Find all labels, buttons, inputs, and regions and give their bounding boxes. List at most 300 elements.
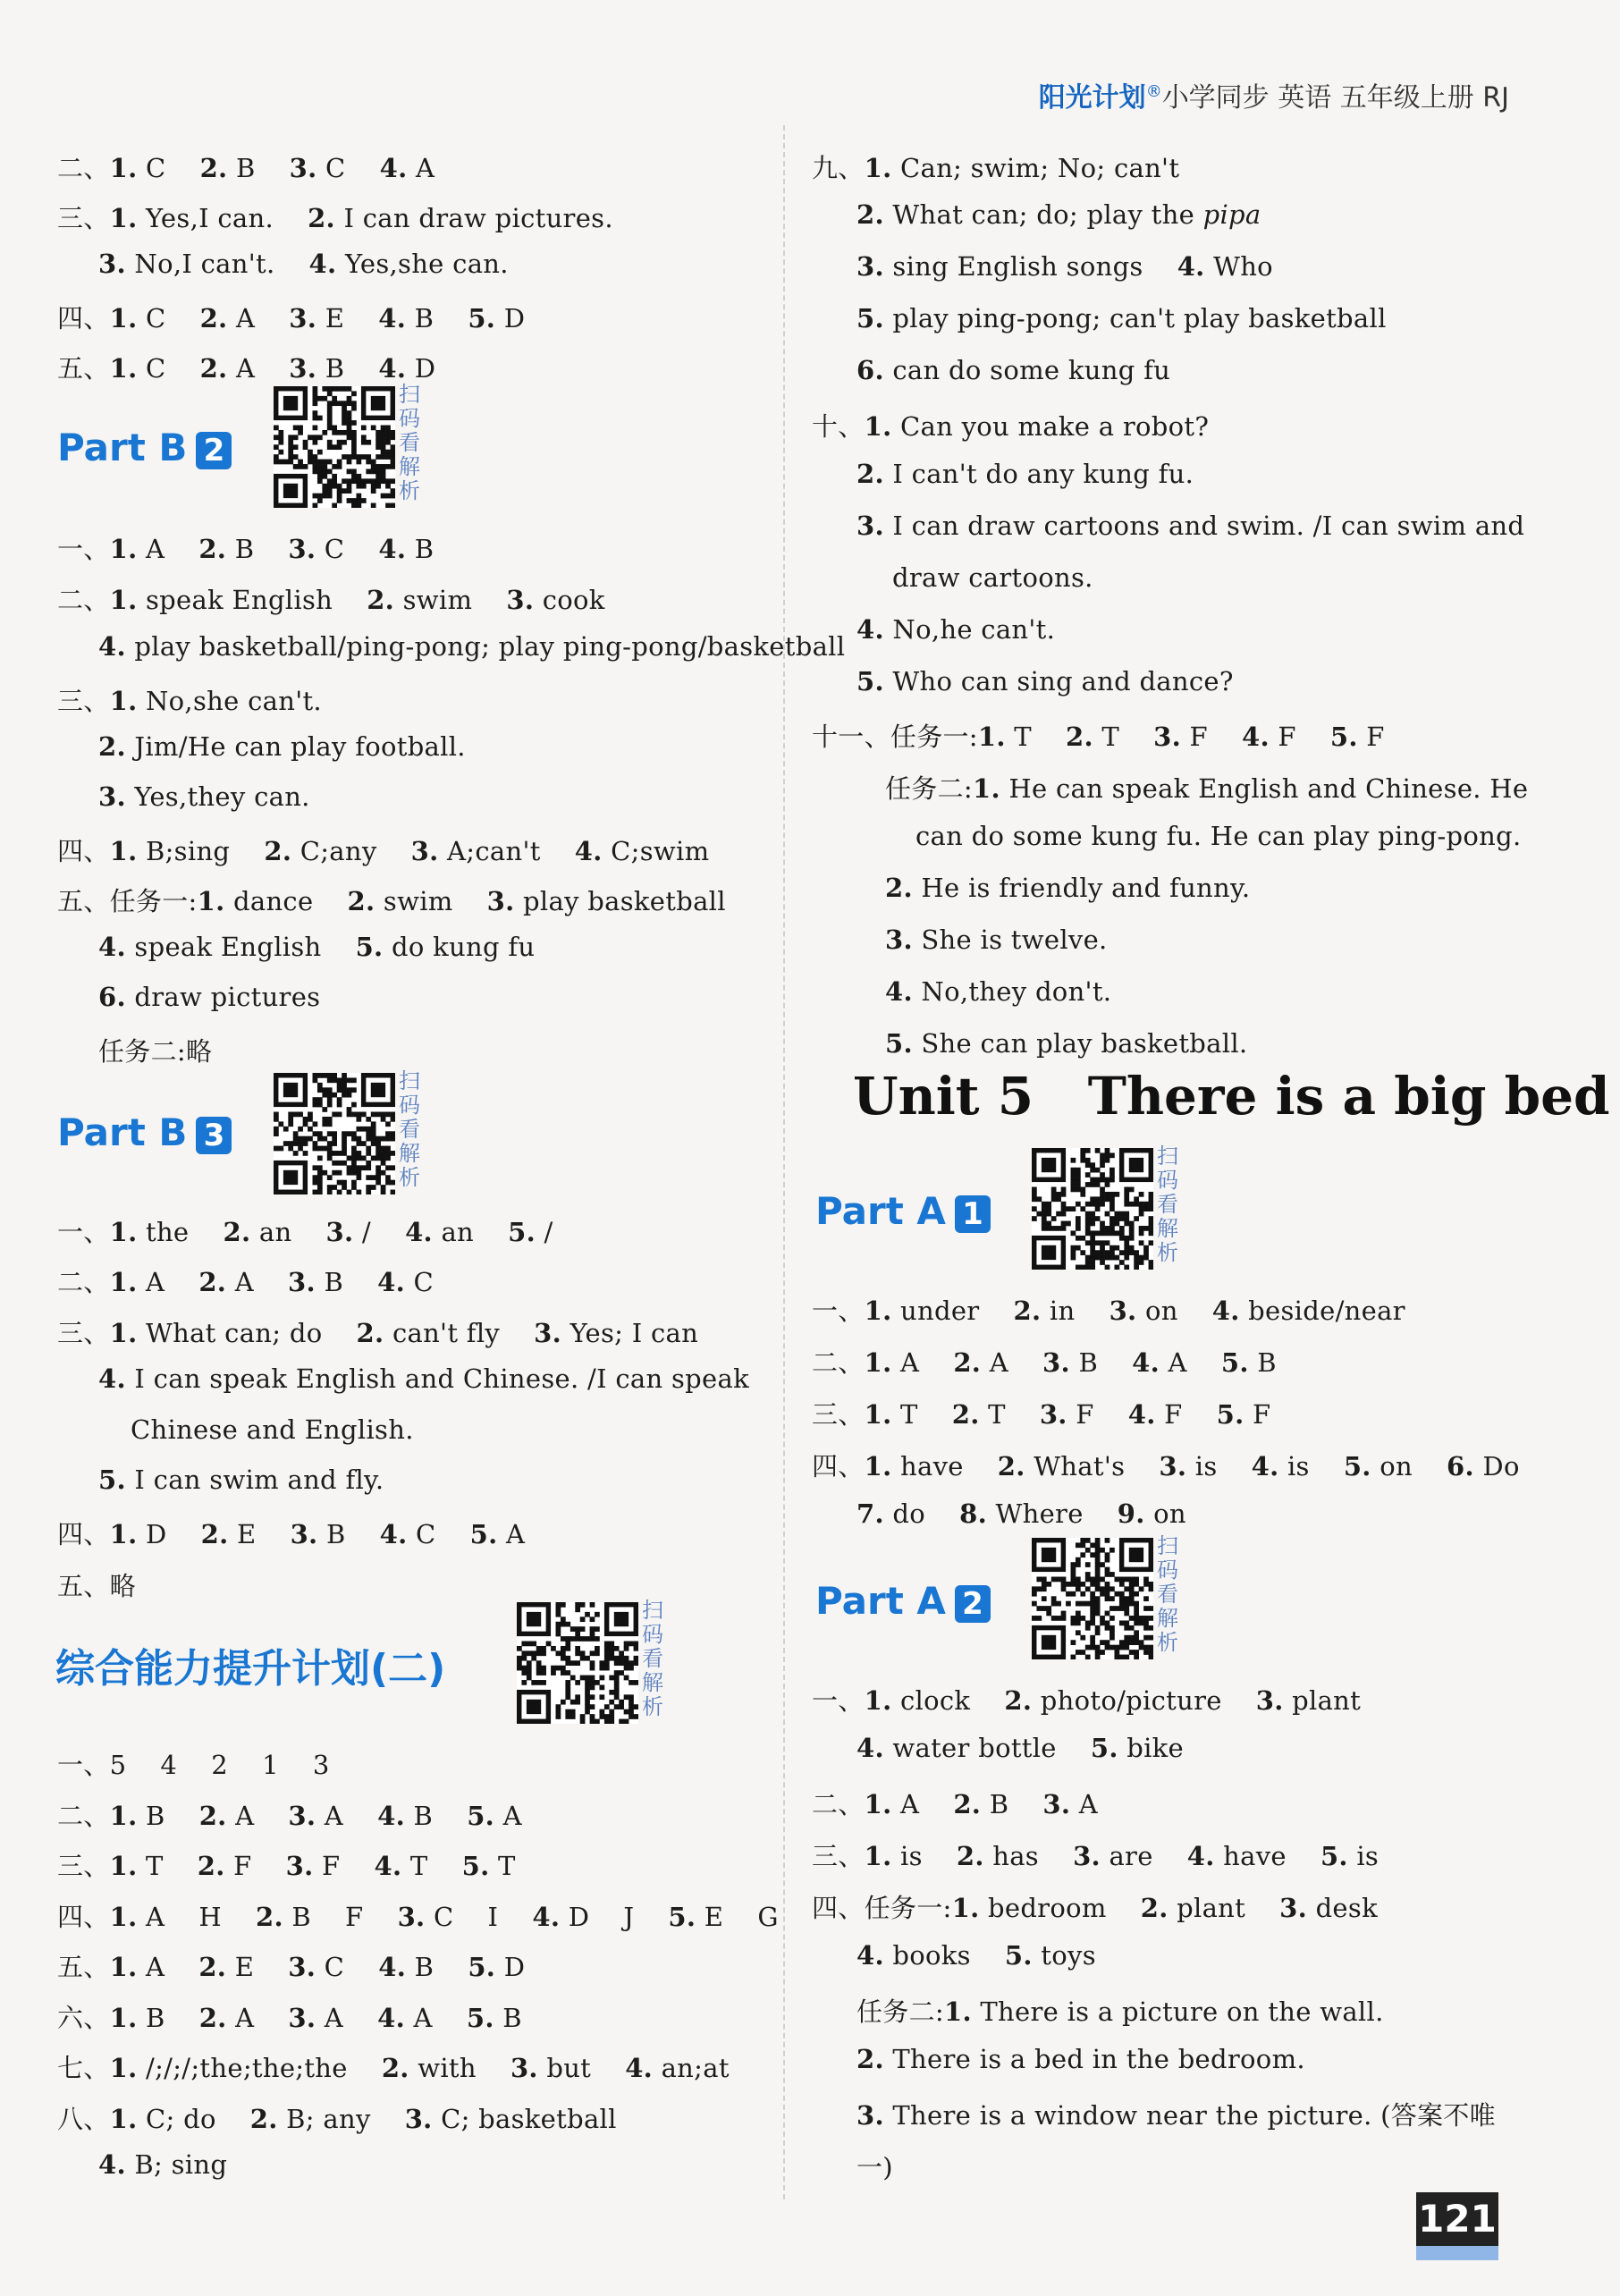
answer-text: 任务二: <box>885 773 973 804</box>
right-answer-line <box>856 614 1055 645</box>
answer-text: A <box>316 1801 378 1831</box>
answer-text: T <box>979 1399 1040 1430</box>
item-number: 5. <box>856 303 884 333</box>
answer-text: do kung fu <box>383 932 536 962</box>
answer-text: A <box>226 1801 289 1831</box>
item-number: 5. <box>1216 1399 1245 1430</box>
left-answer-line <box>57 529 434 566</box>
answer-text: F <box>1244 1399 1271 1430</box>
item-number: 3. <box>1109 1296 1137 1326</box>
item-number: 3. <box>1039 1399 1067 1430</box>
item-number: 4. <box>856 1733 884 1763</box>
answer-text: What can; do; play the <box>883 199 1203 230</box>
item-number: 2. <box>199 353 228 384</box>
item-number: 3. <box>98 781 126 812</box>
question-number: 二、 <box>812 1347 865 1378</box>
answer-text: toys <box>1032 1940 1096 1971</box>
right-answer-line <box>812 1395 1270 1431</box>
question-number: 十一、 <box>812 722 890 752</box>
answer-text: B; sing <box>125 2149 228 2180</box>
item-number: 1. <box>109 2053 138 2083</box>
answer-text: B <box>406 534 435 564</box>
right-answer-line <box>856 2148 893 2184</box>
answer-text: 任务一: <box>890 722 978 752</box>
answer-text: There is a window near the picture. (答案不唯 <box>883 2100 1496 2131</box>
unit-title: Unit 5 There is a big bed <box>853 1066 1610 1127</box>
left-answer-line <box>98 781 310 812</box>
answer-text: T <box>891 1399 952 1430</box>
qr-code-image <box>1032 1538 1153 1659</box>
item-number: 1. <box>197 886 225 916</box>
item-number: 3. <box>288 1801 316 1831</box>
item-number: 5. <box>98 1465 126 1495</box>
answer-text: B <box>137 1801 199 1831</box>
item-number: 3. <box>1042 1789 1071 1819</box>
question-number: 一、 <box>57 1217 110 1247</box>
answer-text: B <box>494 2003 522 2033</box>
item-number: 5. <box>466 2003 494 2033</box>
qr-code-image <box>274 386 395 508</box>
item-number: 2. <box>856 459 884 489</box>
question-number: 一、 <box>57 534 110 564</box>
item-number: 1. <box>972 773 1000 804</box>
right-answer-line <box>856 251 1273 282</box>
answer-text: No,she can't. <box>137 686 322 716</box>
item-number: 4. <box>1186 1841 1215 1871</box>
right-answer-line <box>812 148 1179 185</box>
question-number: 七、 <box>57 2053 110 2083</box>
item-number: 3. <box>404 2104 433 2134</box>
answer-text: do <box>883 1498 960 1529</box>
answer-text: F <box>1067 1399 1128 1430</box>
answer-text: He is friendly and funny. <box>912 873 1251 903</box>
item-number: 3. <box>289 353 317 384</box>
item-number: 4. <box>98 932 126 962</box>
item-number: 9. <box>1117 1498 1145 1529</box>
item-number: 3. <box>510 2053 538 2083</box>
item-number: 3. <box>1073 1841 1101 1871</box>
right-answer-line <box>885 873 1250 903</box>
answer-text: I can draw pictures. <box>334 203 613 233</box>
item-number: 4. <box>1127 1399 1156 1430</box>
item-number: 1. <box>864 1841 892 1871</box>
right-answer-line <box>915 821 1522 851</box>
answer-text: 任务二:略 <box>98 1036 213 1067</box>
left-answer-line <box>98 249 509 279</box>
question-number: 三、 <box>57 1318 110 1348</box>
answer-text: E <box>228 1519 291 1549</box>
question-number: 四、 <box>57 1902 110 1932</box>
question-number: 一、 <box>812 1685 865 1716</box>
section-heading-part-a-1: Part A 1 <box>815 1189 991 1233</box>
item-number: 2. <box>223 1217 251 1247</box>
right-answer-line <box>885 1028 1247 1059</box>
right-answer-line <box>856 303 1387 333</box>
item-number: 1. <box>951 1893 980 1923</box>
item-number: 4. <box>1177 251 1205 282</box>
item-number: 5. <box>668 1902 696 1932</box>
right-answer-line <box>812 1447 1520 1483</box>
item-number: 4. <box>625 2053 654 2083</box>
answer-text: swim <box>394 585 507 615</box>
answer-text: A <box>226 2003 289 2033</box>
item-number: 2. <box>347 886 375 916</box>
answer-text: T <box>1005 722 1066 752</box>
answer-text: I can't do any kung fu. <box>883 459 1194 489</box>
item-number: 3. <box>856 2100 884 2131</box>
item-number: 2. <box>1066 722 1093 752</box>
right-answer-line <box>885 924 1108 955</box>
item-number: 2. <box>381 2053 409 2083</box>
answer-text: B; any <box>277 2104 405 2134</box>
item-number: 1. <box>864 1296 892 1326</box>
question-number: 四、 <box>812 1893 865 1923</box>
item-number: 1. <box>109 534 138 564</box>
item-number: 5. <box>1343 1451 1371 1481</box>
item-number: 2. <box>367 585 395 615</box>
answer-text: B <box>316 353 379 384</box>
item-number: 4. <box>378 1952 407 1982</box>
item-number: 6. <box>856 355 884 385</box>
right-answer-line <box>856 2044 1305 2074</box>
answer-text: beside/near <box>1239 1296 1405 1326</box>
answer-text: Who <box>1204 251 1273 282</box>
answer-text: I can draw cartoons and swim. /I can swim and <box>883 511 1525 541</box>
answer-text: C <box>316 1952 379 1982</box>
answer-text: under <box>891 1296 1014 1326</box>
item-number: 2. <box>356 1318 384 1348</box>
answer-text: Can you make a robot? <box>891 411 1210 442</box>
item-number: 4. <box>98 1363 126 1394</box>
item-number: 2. <box>198 1267 227 1297</box>
qr-caption: 扫码看解析 <box>399 1068 420 1190</box>
item-number: 5. <box>1320 1841 1348 1871</box>
item-number: 5. <box>468 1952 496 1982</box>
question-number: 十、 <box>812 411 865 442</box>
registered-mark: ® <box>1145 82 1162 101</box>
answer-text: C; do <box>137 2104 250 2134</box>
answer-text: T <box>401 1851 462 1881</box>
item-number: 1. <box>109 585 138 615</box>
answer-text: Jim/He can play football. <box>125 731 466 762</box>
item-number: 6. <box>98 982 126 1012</box>
answer-text: plant <box>1168 1893 1280 1923</box>
answer-text: F <box>1155 1399 1217 1430</box>
answer-text: pipa <box>1202 199 1261 230</box>
left-answer-line <box>57 1566 136 1603</box>
left-answer-line <box>98 631 845 662</box>
answer-text: draw pictures <box>125 982 321 1012</box>
answer-text: is <box>1347 1841 1380 1871</box>
answer-text: Who can sing and dance? <box>883 666 1234 696</box>
answer-text: but <box>537 2053 626 2083</box>
right-answer-line <box>856 2096 1496 2132</box>
answer-text: 任务二: <box>856 1996 944 2027</box>
item-number: 1. <box>109 1851 138 1881</box>
section-heading-part-b-2: Part B 2 <box>57 426 232 469</box>
item-number: 4. <box>379 1519 408 1549</box>
answer-text: /;/;/;the;the;the <box>137 2053 382 2083</box>
item-number: 2. <box>856 199 884 230</box>
item-number: 2. <box>308 203 335 233</box>
answer-text: No,he can't. <box>883 614 1056 645</box>
section-heading-part-b-3: Part B 3 <box>57 1110 232 1154</box>
answer-text: A <box>137 534 199 564</box>
item-number: 3. <box>885 924 913 955</box>
item-number: 1. <box>977 722 1006 752</box>
answer-text: What's <box>1025 1451 1160 1481</box>
item-number: 1. <box>109 2104 138 2134</box>
answer-text: E G <box>696 1902 779 1932</box>
item-number: 4. <box>378 303 407 333</box>
page-number-bar <box>1416 2246 1498 2260</box>
answer-text: B <box>981 1789 1043 1819</box>
answer-text: water bottle <box>883 1733 1091 1763</box>
left-answer-line <box>57 1846 516 1883</box>
item-number: 1. <box>864 1789 892 1819</box>
answer-text: T <box>489 1851 516 1881</box>
item-number: 3. <box>290 1519 318 1549</box>
answer-text: D <box>495 303 526 333</box>
answer-text: Yes,they can. <box>125 781 310 812</box>
item-number: 4. <box>856 614 884 645</box>
item-number: 2. <box>953 1347 982 1378</box>
right-answer-line <box>812 407 1209 443</box>
item-number: 2. <box>199 153 228 183</box>
item-number: 1. <box>864 1347 892 1378</box>
item-number: 2. <box>951 1399 980 1430</box>
answer-text: A <box>227 353 290 384</box>
left-answer-line <box>98 2149 227 2180</box>
item-number: 4. <box>1211 1296 1240 1326</box>
answer-text: F <box>1180 722 1242 752</box>
item-number: 5. <box>1004 1940 1033 1971</box>
item-number: 6. <box>1447 1451 1474 1481</box>
item-number: 3. <box>1255 1685 1284 1716</box>
item-number: 1. <box>943 1996 972 2027</box>
item-number: 3. <box>1159 1451 1187 1481</box>
right-answer-line <box>856 1498 1186 1529</box>
answer-text: B <box>227 153 290 183</box>
question-number: 二、 <box>57 585 110 615</box>
answer-text: A <box>407 153 435 183</box>
answer-text: E <box>316 303 379 333</box>
item-number: 5. <box>467 1801 495 1831</box>
item-number: 3. <box>856 511 884 541</box>
item-number: 5. <box>1090 1733 1118 1763</box>
question-number: 四、 <box>812 1451 865 1481</box>
item-number: 3. <box>1153 722 1181 752</box>
answer-text: draw cartoons. <box>892 562 1093 593</box>
right-answer-line <box>812 1291 1405 1328</box>
item-number: 2. <box>200 1519 229 1549</box>
qr-code-image <box>517 1602 638 1724</box>
right-answer-line <box>812 717 1385 754</box>
item-number: 3. <box>534 1318 562 1348</box>
left-answer-line <box>98 731 466 762</box>
book-info: 小学同步 英语 五年级上册 RJ <box>1161 82 1509 114</box>
item-number: 2. <box>1140 1893 1169 1923</box>
item-number: 4. <box>885 976 913 1007</box>
item-number: 4. <box>1251 1451 1279 1481</box>
left-answer-line <box>57 1897 779 1934</box>
item-number: 4. <box>405 1217 433 1247</box>
item-number: 5. <box>1220 1347 1249 1378</box>
answer-text: play basketball <box>514 886 726 916</box>
question-number: 二、 <box>812 1789 865 1819</box>
question-number: 五、 <box>57 1952 110 1982</box>
item-number: 1. <box>864 1399 892 1430</box>
answer-text: C <box>405 1267 435 1297</box>
left-answer-line <box>57 1515 525 1551</box>
answer-text: B <box>1248 1347 1277 1378</box>
left-answer-line <box>57 1745 330 1782</box>
item-number: 1. <box>109 1801 138 1831</box>
item-number: 2. <box>1013 1296 1042 1326</box>
right-answer-line <box>885 769 1528 806</box>
answer-text: in <box>1041 1296 1110 1326</box>
left-answer-line <box>57 831 709 868</box>
page-number: 121 <box>1416 2192 1498 2246</box>
item-number: 4. <box>377 1801 405 1831</box>
answer-text: B <box>406 1952 468 1982</box>
right-answer-line <box>885 976 1111 1007</box>
right-answer-line <box>812 1681 1361 1718</box>
answer-text: B <box>405 1801 468 1831</box>
answer-text: 略 <box>109 1571 136 1601</box>
section-heading-part-a-2: Part A 2 <box>815 1579 991 1623</box>
left-answer-line <box>98 982 320 1012</box>
answer-text: C <box>316 153 380 183</box>
item-number: 4. <box>374 1851 402 1881</box>
answer-text: A <box>226 1267 289 1297</box>
answer-text: 任务一: <box>864 1893 952 1923</box>
item-number: 3. <box>98 249 126 279</box>
left-answer-line <box>57 349 435 385</box>
answer-text: B <box>315 1267 378 1297</box>
answer-text: Yes,she can. <box>336 249 509 279</box>
item-number: 3. <box>288 1267 316 1297</box>
answer-text: can't fly <box>384 1318 535 1348</box>
answer-text: / <box>535 1217 553 1247</box>
item-number: 1. <box>109 686 138 716</box>
answer-text: play basketball/ping-pong; play ping-pong/basketball <box>125 631 846 662</box>
column-divider <box>783 125 785 2199</box>
item-number: 4. <box>379 153 408 183</box>
answer-text: No,they don't. <box>912 976 1112 1007</box>
answer-text: D <box>137 1519 201 1549</box>
item-number: 4. <box>532 1902 561 1932</box>
answer-text: A <box>497 1519 526 1549</box>
answer-text: F <box>1269 722 1330 752</box>
item-number: 2. <box>956 1841 984 1871</box>
answer-text: is <box>891 1841 957 1871</box>
answer-text: play ping-pong; can't play basketball <box>883 303 1387 333</box>
item-number: 2. <box>198 1801 227 1831</box>
question-number: 二、 <box>57 153 110 183</box>
item-number: 3. <box>1042 1347 1070 1378</box>
item-number: 1. <box>109 153 138 183</box>
brand-name: 阳光计划 <box>1038 82 1146 114</box>
left-answer-line <box>98 1363 749 1394</box>
right-answer-line <box>856 1992 1384 2029</box>
answer-text: F <box>313 1851 375 1881</box>
question-number: 九、 <box>812 153 865 183</box>
right-answer-line <box>812 1836 1379 1873</box>
answer-text: on <box>1371 1451 1447 1481</box>
item-number: 4. <box>377 2003 405 2033</box>
item-number: 1. <box>109 1902 138 1932</box>
answer-text: I can speak English and Chinese. /I can speak <box>125 1363 749 1394</box>
item-number: 5. <box>469 1519 498 1549</box>
item-number: 1. <box>109 1318 138 1348</box>
answer-text: C <box>137 153 200 183</box>
left-answer-line <box>57 198 613 235</box>
answer-text: A;can't <box>438 836 575 866</box>
item-number: 4. <box>98 631 126 662</box>
answer-text: dance <box>224 886 348 916</box>
answer-text: A <box>891 1347 954 1378</box>
qr-code-image <box>1032 1148 1153 1270</box>
left-answer-line <box>57 2099 617 2136</box>
question-number: 八、 <box>57 2104 110 2134</box>
item-number: 1. <box>864 153 892 183</box>
left-answer-line <box>57 1313 698 1350</box>
question-number: 五、 <box>57 886 110 916</box>
answer-text: A <box>405 2003 467 2033</box>
left-answer-line <box>57 1796 522 1833</box>
running-header <box>1039 75 1509 114</box>
answer-text: clock <box>891 1685 1005 1716</box>
item-number: 5. <box>355 932 384 962</box>
question-number: 二、 <box>57 1801 110 1831</box>
answer-text: has <box>983 1841 1074 1871</box>
right-answer-line <box>856 666 1234 696</box>
item-number: 5. <box>856 666 884 696</box>
item-number: 1. <box>109 353 138 384</box>
question-number: 五、 <box>57 1571 110 1601</box>
answer-text: cook <box>534 585 605 615</box>
left-answer-line <box>57 1998 522 2035</box>
left-answer-line <box>98 1032 212 1068</box>
item-number: 2. <box>885 873 913 903</box>
answer-text: D <box>406 353 436 384</box>
answer-text: E <box>226 1952 289 1982</box>
answer-text: C;any <box>291 836 411 866</box>
answer-text: B F <box>283 1902 398 1932</box>
answer-text: with <box>409 2053 510 2083</box>
answer-text: bike <box>1118 1733 1185 1763</box>
item-number: 2. <box>199 303 228 333</box>
left-answer-line <box>98 932 535 962</box>
answer-text: T <box>1093 722 1154 752</box>
left-answer-line <box>57 1947 525 1984</box>
item-number: 2. <box>856 2044 884 2074</box>
item-number: 3. <box>1279 1893 1308 1923</box>
item-number: 1. <box>109 203 138 233</box>
right-answer-line <box>856 1940 1096 1971</box>
item-number: 3. <box>486 886 515 916</box>
item-number: 5. <box>1329 722 1358 752</box>
item-number: 3. <box>325 1217 354 1247</box>
qr-caption: 扫码看解析 <box>1157 1533 1178 1655</box>
item-number: 3. <box>289 153 317 183</box>
answer-text: A <box>494 1801 522 1831</box>
answer-text: B <box>317 1519 380 1549</box>
answer-text: A <box>227 303 290 333</box>
question-number: 五、 <box>57 353 110 384</box>
answer-text: books <box>883 1940 1005 1971</box>
